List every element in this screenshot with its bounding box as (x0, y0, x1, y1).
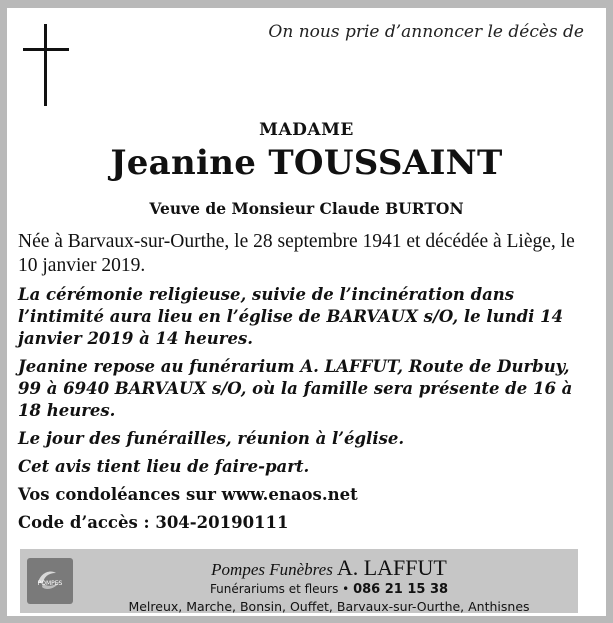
notice-body (18, 230, 598, 540)
company-name: A. LAFFUT (336, 555, 447, 580)
services-line (20, 582, 578, 597)
birth-death-text: Née à Barvaux-sur-Ourthe, le 28 septembre 1941 et décédée à Liège, le 10 janvier 2019. (18, 231, 575, 276)
company-line (20, 555, 578, 581)
condolences-text[interactable]: Vos condoléances sur www.enaos.net (18, 485, 358, 504)
pf-label: Pompes Funèbres (211, 560, 333, 579)
funeral-director-banner (20, 549, 578, 613)
funeral-home-text: Jeanine repose au funérarium A. LAFFUT, Route de Durbuy, 99 à 6940 BARVAUX s/O, où la famille sera présente de 16 à 18 heures. (18, 357, 573, 420)
services-text: Funérariums et fleurs (209, 582, 339, 596)
death-notice (7, 8, 606, 616)
bullet-separator: • (342, 582, 350, 596)
cross-icon (44, 24, 47, 106)
phone-number: 086 21 15 38 (353, 582, 449, 597)
notice-text: Cet avis tient lieu de faire-part. (18, 457, 310, 476)
reunion-text: Le jour des funérailles, réunion à l’église. (18, 429, 405, 448)
ceremony-text: La cérémonie religieuse, suivie de l’incinération dans l’intimité aura lieu en l’église de BARVAUX s/O, le lundi 14 janvier 2019 à 14 heures. (18, 285, 564, 348)
deceased-name: Jeanine TOUSSAINT (110, 143, 503, 183)
intro-text: On nous prie d’annoncer le décès de (268, 22, 584, 42)
access-code-text: Code d’accès : 304-20190111 (18, 513, 289, 532)
widow-of: Veuve de Monsieur Claude BURTON (149, 199, 464, 218)
deceased-title: MADAME (259, 120, 354, 140)
logo-text: POMPES (37, 580, 63, 587)
cross-icon-bar (23, 48, 69, 51)
locations-text: Melreux, Marche, Bonsin, Ouffet, Barvaux-sur-Ourthe, Anthisnes (128, 599, 530, 614)
